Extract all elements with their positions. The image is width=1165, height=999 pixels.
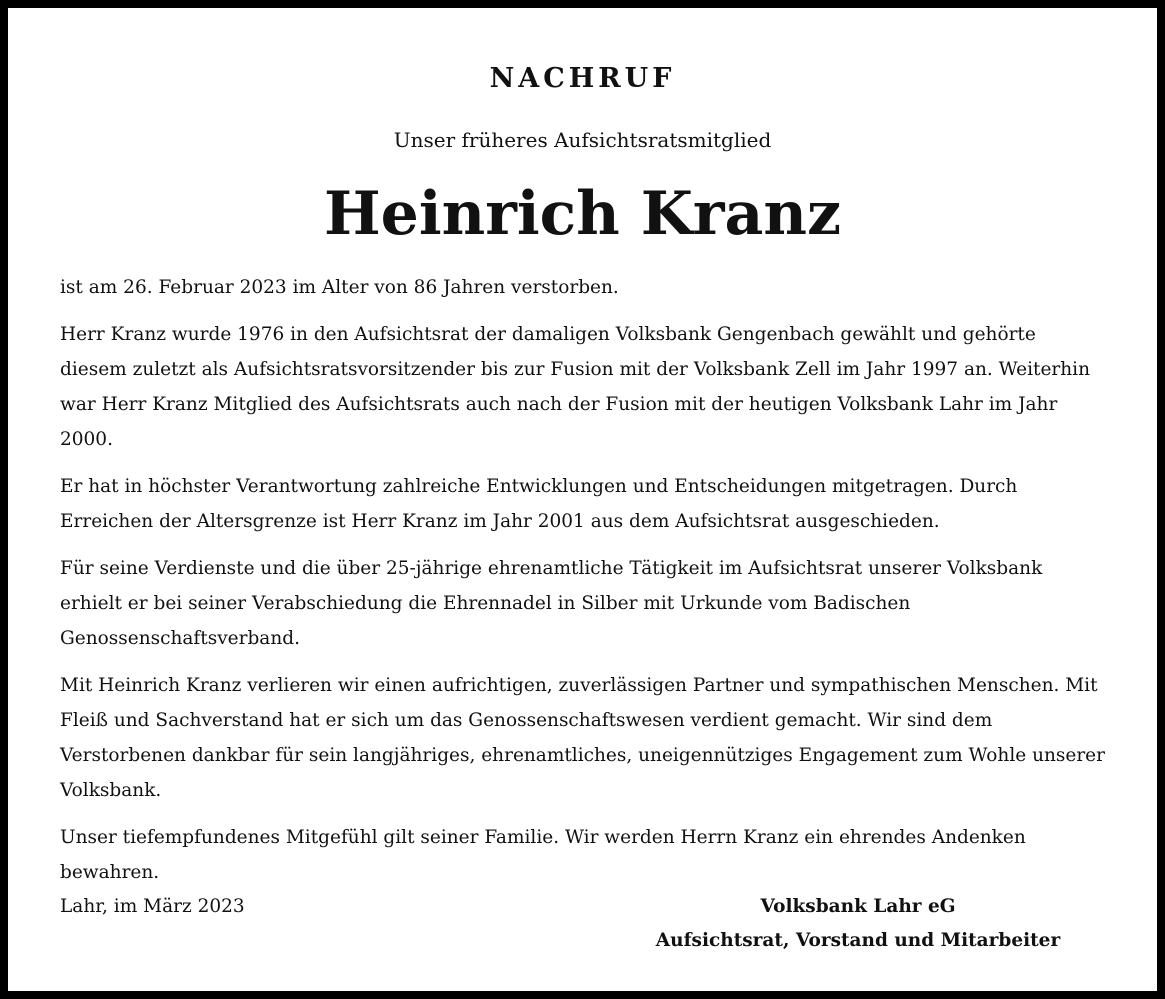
- place-date: Lahr, im März 2023: [60, 896, 245, 917]
- signature-organization: Volksbank Lahr eG: [760, 896, 956, 917]
- intro-line: Unser früheres Aufsichtsratsmitglied: [393, 128, 772, 152]
- paragraph-condolence: Unser tiefempfundenes Mitgefühl gilt seiner Familie. Wir werden Herrn Kranz ein ehrendes Andenken bewahren.: [60, 827, 1026, 883]
- notice-heading: NACHRUF: [489, 63, 676, 94]
- paragraph-tribute: Mit Heinrich Kranz verlieren wir einen aufrichtigen, zuverlässigen Partner und sympathischen Menschen. Mit Fleiß und Sachverstand hat er sich um das Genossenschaftswesen verdient gemacht. Wir sind dem Verstorbenen dankbar für sein langjähriges, ehrenamtliches, uneigennütziges Engagement zum Wohle unserer Volksbank.: [60, 675, 1105, 801]
- paragraph-death-date: ist am 26. Februar 2023 im Alter von 86 Jahren verstorben.: [60, 277, 619, 298]
- signature-groups: Aufsichtsrat, Vorstand und Mitarbeiter: [655, 930, 1061, 951]
- paragraph-honors: Für seine Verdienste und die über 25-jährige ehrenamtliche Tätigkeit im Aufsichtsrat unserer Volksbank erhielt er bei seiner Verabschiedung die Ehrennadel in Silber mit Urkunde vom Badischen Genossenschaftsverband.: [60, 558, 1043, 649]
- notice-body: [60, 270, 1105, 902]
- signature-block: [568, 890, 1148, 958]
- paragraph-career: Herr Kranz wurde 1976 in den Aufsichtsrat der damaligen Volksbank Gengenbach gewählt und gehörte diesem zuletzt als Aufsichtsratsvorsitzender bis zur Fusion mit der Volksbank Zell im Jahr 1997 an. Weiterhin war Herr Kranz Mitglied des Aufsichtsrats auch nach der Fusion mit der heutigen Volksbank Lahr im Jahr 2000.: [60, 324, 1091, 450]
- deceased-name: Heinrich Kranz: [323, 179, 842, 249]
- paragraph-responsibility: Er hat in höchster Verantwortung zahlreiche Entwicklungen und Entscheidungen mitgetragen. Durch Erreichen der Altersgrenze ist Herr Kranz im Jahr 2001 aus dem Aufsichtsrat ausgeschieden.: [60, 476, 1018, 532]
